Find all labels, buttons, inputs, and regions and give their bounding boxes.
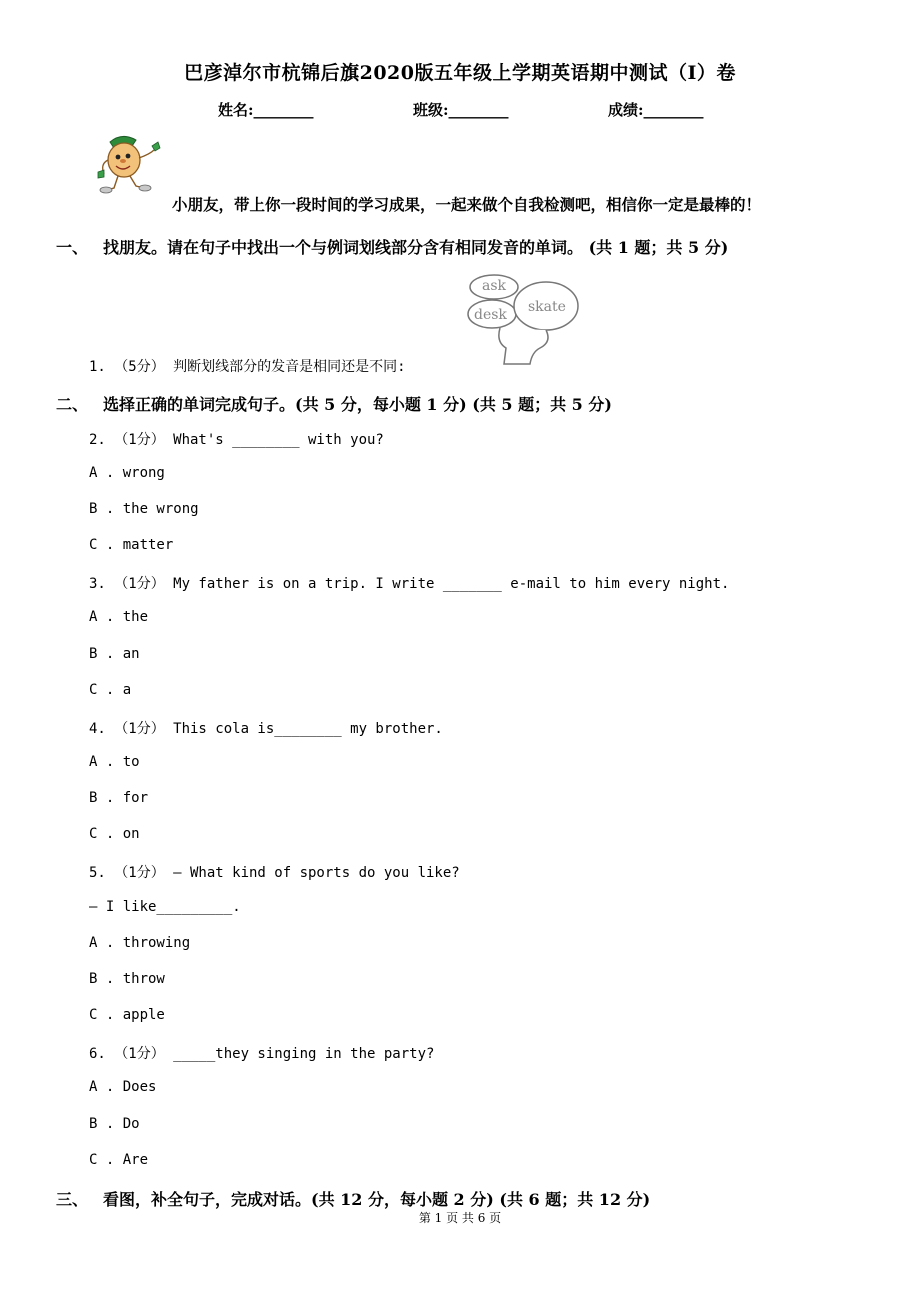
bubble-word-desk: desk bbox=[474, 307, 507, 323]
mascot-illustration bbox=[92, 130, 168, 198]
question-2-option-b: B . the wrong bbox=[89, 501, 199, 517]
section-3-number: 三、 bbox=[56, 1190, 89, 1209]
class-field: 班级:________ bbox=[413, 101, 509, 119]
question-6-option-c: C . Are bbox=[89, 1152, 149, 1168]
greeting-text: 小朋友，带上你一段时间的学习成果，一起来做个自我检测吧，相信你一定是最棒的！ bbox=[172, 195, 762, 214]
question-2-option-c: C . matter bbox=[89, 537, 174, 553]
page-footer: 第 1 页 共 6 页 bbox=[418, 1211, 502, 1225]
section-2-number: 二、 bbox=[56, 395, 89, 414]
hand-sketch bbox=[499, 328, 548, 364]
question-6-stem: 6. （1分） _____they singing in the party? bbox=[89, 1046, 435, 1062]
question-4-option-a: A . to bbox=[89, 754, 140, 770]
section-3-title: 看图，补全句子，完成对话。(共 12 分，每小题 2 分) (共 6 题；共 12 分) bbox=[103, 1190, 651, 1209]
question-5-option-a: A . throwing bbox=[89, 935, 191, 951]
name-field: 姓名:________ bbox=[218, 101, 314, 119]
bubble-word-ask: ask bbox=[482, 278, 507, 294]
question-3-option-a: A . the bbox=[89, 609, 149, 625]
word-bubbles-illustration bbox=[466, 272, 582, 368]
section-1-title: 找朋友。请在句子中找出一个与例词划线部分含有相同发音的单词。 (共 1 题；共 5 分) bbox=[103, 238, 729, 257]
section-1-number: 一、 bbox=[56, 238, 89, 257]
question-3-stem: 3. （1分） My father is on a trip. I write _______ e-mail to him every night. bbox=[89, 576, 730, 592]
question-3-option-b: B . an bbox=[89, 646, 140, 662]
question-3-option-c: C . a bbox=[89, 682, 132, 698]
question-5-reply: — I like_________. bbox=[89, 899, 241, 915]
question-2-stem: 2. （1分） What's ________ with you? bbox=[89, 432, 384, 448]
question-1-stem: 1. （5分） 判断划线部分的发音是相同还是不同: bbox=[89, 359, 406, 375]
question-2-option-a: A . wrong bbox=[89, 465, 165, 481]
section-2-title: 选择正确的单词完成句子。(共 5 分，每小题 1 分) (共 5 题；共 5 分) bbox=[103, 395, 612, 414]
leaf-icon bbox=[152, 142, 160, 151]
question-5-option-c: C . apple bbox=[89, 1007, 165, 1023]
bubble-word-skate: skate bbox=[528, 299, 566, 315]
question-6-option-b: B . Do bbox=[89, 1116, 140, 1132]
score-field: 成绩:________ bbox=[608, 101, 704, 119]
question-4-option-c: C . on bbox=[89, 826, 140, 842]
question-5-stem: 5. （1分） — What kind of sports do you like? bbox=[89, 865, 460, 881]
page-title: 巴彦淖尔市杭锦后旗2020版五年级上学期英语期中测试（I）卷 bbox=[184, 62, 736, 84]
question-5-option-b: B . throw bbox=[89, 971, 165, 987]
question-6-option-a: A . Does bbox=[89, 1079, 157, 1095]
question-4-stem: 4. （1分） This cola is________ my brother. bbox=[89, 721, 443, 737]
question-4-option-b: B . for bbox=[89, 790, 149, 806]
